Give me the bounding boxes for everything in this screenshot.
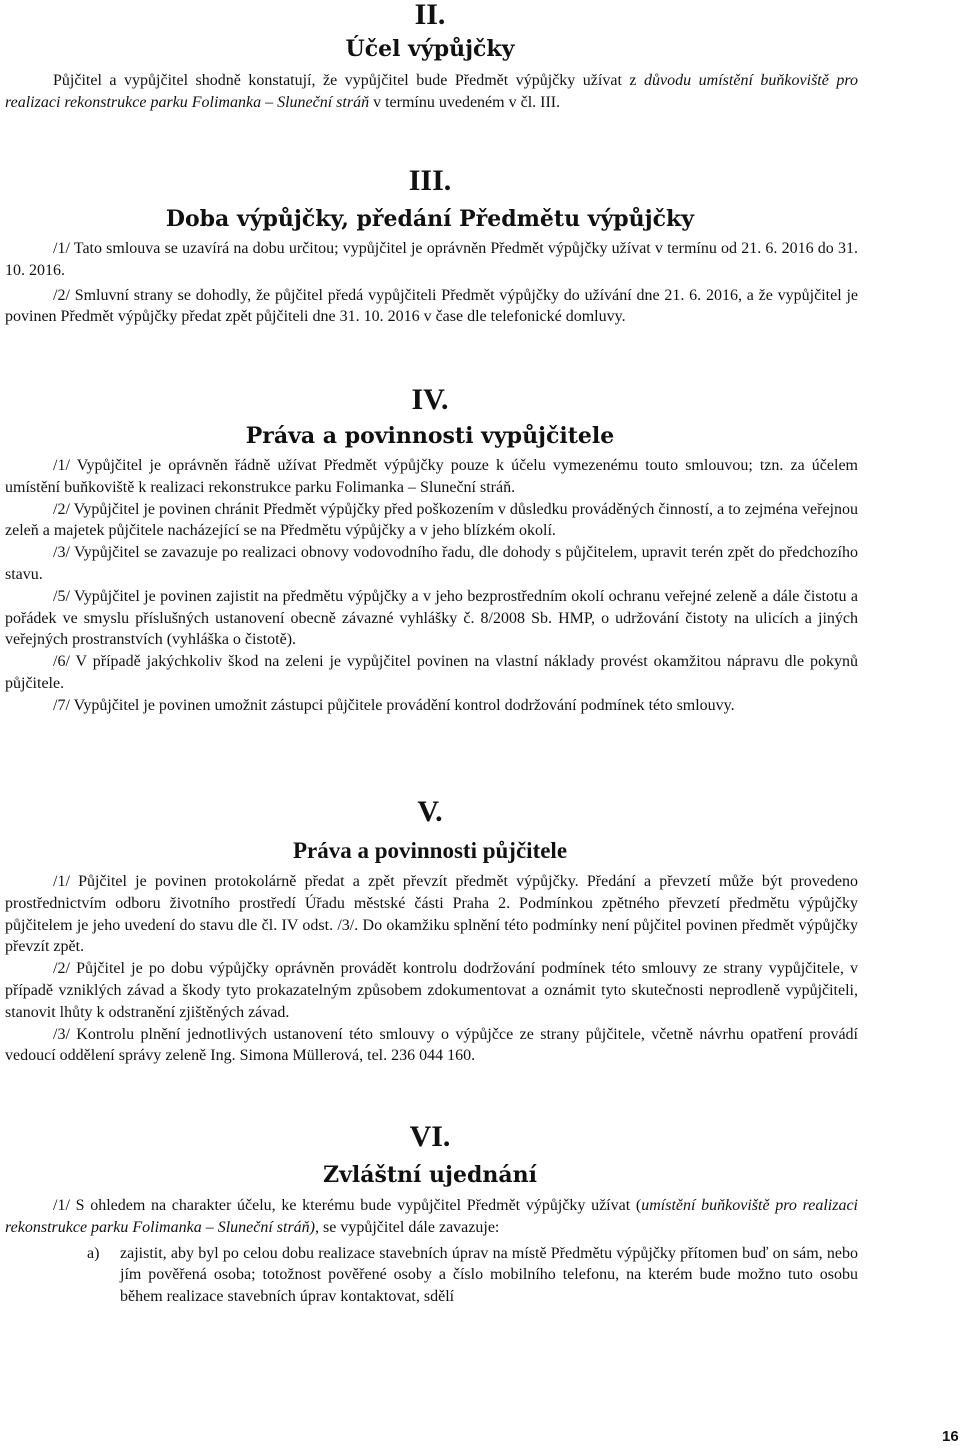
paragraph: /6/ V případě jakýchkoliv škod na zeleni je vypůjčitel povinen na vlastní náklady provést okamžitou nápravu dle pokynů půjčitele. xyxy=(5,653,858,692)
paragraph: /2/ Půjčitel je po dobu výpůjčky oprávněn provádět kontrolu dodržování podmínek této smlouvy ze strany vypůjčitele, v případě vzniklých závad a škody tyto prokazatelným způsobem zdokumentovat a oznámit tyto skutečnosti neprodleně vypůjčiteli, stanovit lhůty k odstranění zjištěných závad. xyxy=(5,960,858,1021)
section-title: Doba výpůjčky, předání Předmětu výpůjčky xyxy=(165,206,695,232)
list-item-text: zajistit, aby byl po celou dobu realizace stavebních úprav na místě Předmětu výpůjčky přítomen buď on sám, nebo jím pověřená osoba; totožnost pověřené osoby a číslo mobilního telefonu, na kterém bude možno tuto osobu během realizace stavebních úprav kontaktovat, sdělí xyxy=(120,1244,858,1306)
paragraph: /2/ Vypůjčitel je povinen chránit Předmět výpůjčky před poškozením v důsledku prováděných činností, a to zejména veřejnou zeleň a majetek půjčitele nacházející se na Předmětu výpůjčky a v jeho blízkém okolí. xyxy=(5,500,858,540)
paragraph: /3/ Kontrolu plnění jednotlivých ustanovení této smlouvy o výpůjčce ze strany půjčitele, včetně návrhu opatření provádí vedoucí oddělení správy zeleně Ing. Simona Müllerová, tel. 236 044 160. xyxy=(5,1025,858,1065)
paragraph: /1/ Tato smlouva se uzavírá na dobu určitou; vypůjčitel je oprávněn Předmět výpůjčky užívat v termínu od 21. 6. 2016 do 31. 10. 2016. xyxy=(5,240,858,279)
section-title: Práva a povinnosti půjčitele xyxy=(292,838,568,863)
paragraph: /1/ Vypůjčitel je oprávněn řádně užívat Předmět výpůjčky pouze k účelu vymezenému touto smlouvou; tzn. za účelem umístění buňkoviště k realizaci rekonstrukce parku Folimanka – Sluneční stráň. xyxy=(5,457,858,496)
section-number: V. xyxy=(417,795,443,828)
page-number: 16 xyxy=(942,1428,959,1445)
emphasis-text: důvodu umístění buňkoviště pro realizaci rekonstrukce parku Folimanka – Sluneční stráň xyxy=(5,72,858,111)
section-number: III. xyxy=(408,164,452,197)
paragraph: /2/ Smluvní strany se dohodly, že půjčitel předá vypůjčiteli Předmět výpůjčky do užívání dne 21. 6. 2016, a že vypůjčitel je povinen Předmět výpůjčky předat zpět půjčiteli dne 31. 10. 2016 v čase dle telefonické domluvy. xyxy=(5,286,858,326)
section-title: Zvláštní ujednání xyxy=(323,1162,537,1188)
section-number: IV. xyxy=(411,383,449,416)
paragraph: /7/ Vypůjčitel je povinen umožnit zástupci půjčitele provádění kontrol dodržování podmínek této smlouvy. xyxy=(53,696,735,714)
text-run: /1/ S ohledem na charakter účelu, ke kterému bude vypůjčitel Předmět výpůjčky užívat ( xyxy=(53,1197,642,1214)
text-run: v termínu uvedeném v čl. III. xyxy=(369,93,561,111)
list-item xyxy=(5,1243,858,1308)
section-iii-body xyxy=(5,238,858,328)
paragraph: /3/ Vypůjčitel se zavazuje po realizaci obnovy vodovodního řadu, dle dohody s půjčitelem, upravit terén zpět do předchozího stavu. xyxy=(5,544,858,583)
text-run: Půjčitel a vypůjčitel shodně konstatují, že vypůjčitel bude Předmět výpůjčky užívat z xyxy=(53,72,645,89)
paragraph: /5/ Vypůjčitel je povinen zajistit na předmětu výpůjčky a v jeho bezprostředním okolí ochranu veřejné zeleně a dále čistotu a pořádek ve smyslu příslušných ustanovení obecně závazné vyhlášky č. 8/2008 Sb. HMP, o udržování čistoty na ulicích a jiných veřejných prostranstvích (vyhláška o čistotě). xyxy=(5,587,858,649)
section-title: Účel výpůjčky xyxy=(345,36,515,62)
emphasis-text: umístění buňkoviště pro realizaci rekonstrukce parku Folimanka – Sluneční stráň) xyxy=(5,1197,859,1236)
paragraph xyxy=(5,70,858,114)
section-title: Práva a povinnosti vypůjčitele xyxy=(245,423,615,449)
section-v-body xyxy=(5,871,858,1067)
section-vi-body xyxy=(5,1195,858,1308)
section-ii-body xyxy=(5,70,858,114)
paragraph: /1/ Půjčitel je povinen protokolárně předat a zpět převzít předmět výpůjčky. Předání a převzetí může být provedeno prostřednictvím odboru životního prostředí Úřadu městské části Praha 2. Podmínkou zpětného převzetí předmětu výpůjčky půjčitelem je jeho uvedení do stavu dle čl. IV odst. /3/. Do okamžiku splnění této podmínky není půjčitel povinen předmět výpůjčky převzít zpět. xyxy=(5,873,858,956)
section-number: VI. xyxy=(409,1120,451,1153)
paragraph xyxy=(5,1195,858,1239)
section-number: II. xyxy=(414,0,446,31)
text-run: , se vypůjčitel dále zavazuje: xyxy=(315,1218,500,1236)
section-iv-body xyxy=(5,455,858,717)
list-marker: a) xyxy=(87,1244,100,1262)
